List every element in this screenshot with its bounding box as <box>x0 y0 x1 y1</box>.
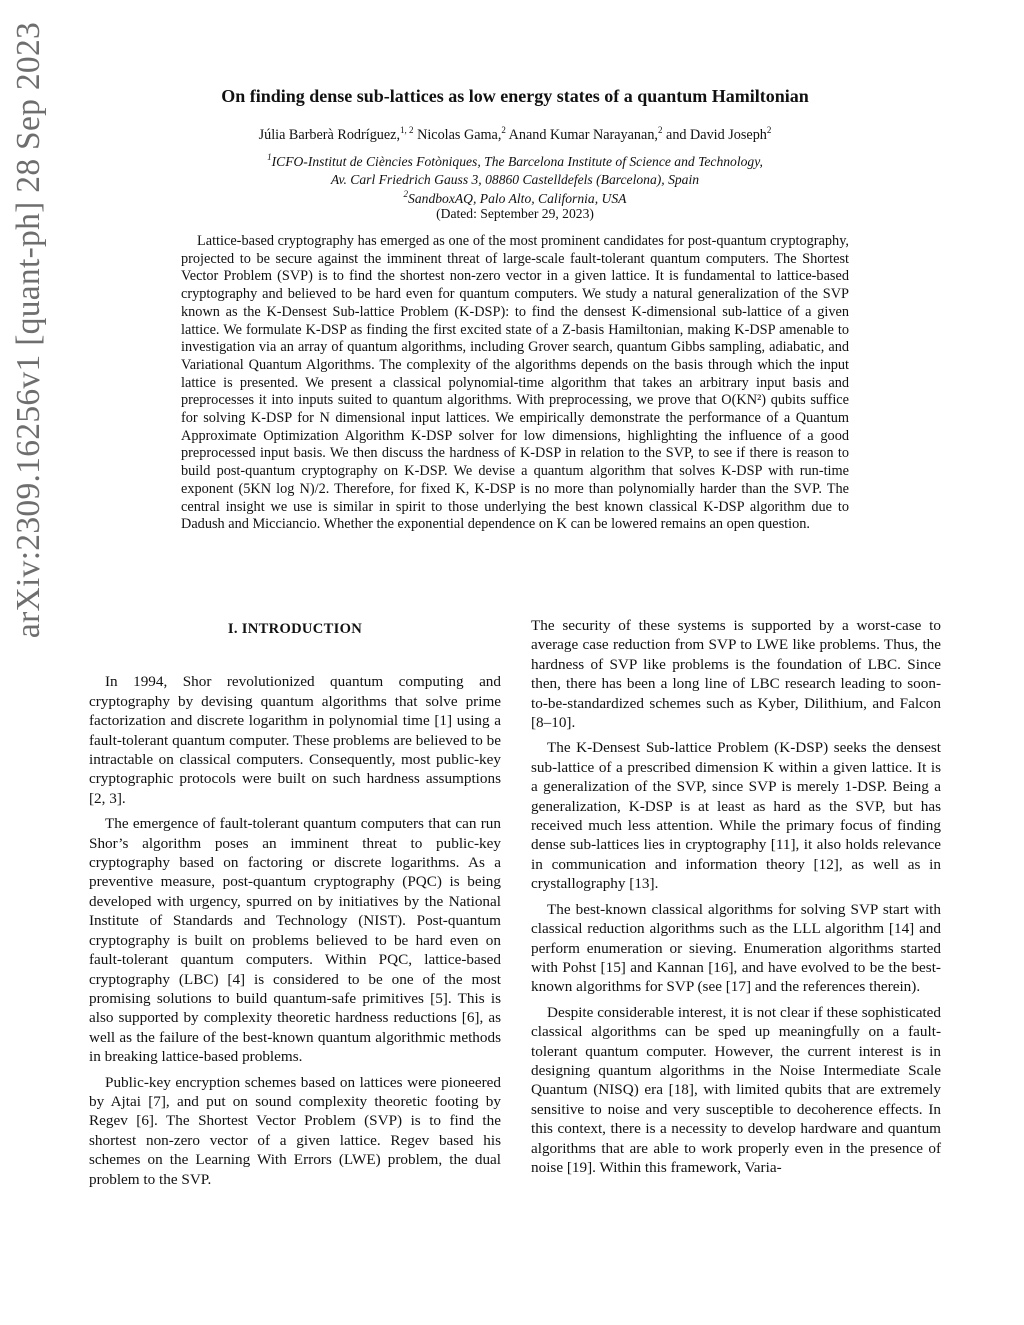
affil-mark: 2 <box>403 189 409 199</box>
author-affil-mark: 2 <box>657 125 663 135</box>
right-column <box>531 616 941 1183</box>
affil-line: SandboxAQ, Palo Alto, California, USA <box>408 191 627 206</box>
author-affil-mark: 2 <box>766 125 772 135</box>
author-name: Júlia Barberà Rodríguez, <box>258 127 401 143</box>
author-list <box>100 125 930 144</box>
affil-mark: 1 <box>267 152 272 162</box>
paragraph: The security of these systems is supported by a worst-case to average case reduction from SVP to LWE like problems. Thus, the hardness of SVP like problems is the foundation of LBC. Since then, there has been a long line of LBC research leading to soon-to-be-standardized schemes such as Kyber, Dilithium, and Falcon [8–10]. <box>531 617 941 732</box>
date-line: (Dated: September 29, 2023) <box>436 206 594 221</box>
author-name: Nicolas Gama, <box>417 127 502 143</box>
paragraph: The K-Densest Sub-lattice Problem (K-DSP) seeks the densest sub-lattice of a prescribed dimension K within a given lattice. It is a generalization of the SVP, since SVP is merely 1-DSP. Being a generalization, K-DSP is at least as hard as the SVP, but has received much less attention. While the primary focus of finding dense sub-lattices lies in cryptography [11], it also holds relevance in communication and information theory [12], as well as in crystallography [13]. <box>531 739 941 893</box>
abstract-text: Lattice-based cryptography has emerged as one of the most prominent candidates for post-quantum cryptography, projected to be secure against the imminent threat of large-scale fault-tolerant quantum computers. The Shortest Vector Problem (SVP) is to find the shortest non-zero vector in a given lattice. It is fundamental to lattice-based cryptography and believed to be hard even for quantum computers. We study a natural generalization of the SVP known as the K-Densest Sub-lattice Problem (K-DSP): to find the densest K-dimensional sub-lattice of a given lattice. We formulate K-DSP as finding the first excited state of a Z-basis Hamiltonian, making K-DSP amenable to investigation via an array of quantum algorithms, including Grover search, quantum Gibbs sampling, adiabatic, and Variational Quantum Algorithms. The complexity of the algorithms depends on the basis through which the input lattice is presented. We present a classical polynomial-time algorithm that takes an arbitrary input basis and preprocesses it into inputs suited to quantum algorithms. With preprocessing, we prove that O(KN²) qubits suffice for solving K-DSP for N dimensional input lattices. We empirically demonstrate the performance of a Quantum Approximate Optimization Algorithm K-DSP solver for low dimensions, highlighting the influence of a good preprocessed input basis. We then discuss the hardness of K-DSP in relation to the SVP, to see if there is reason to build post-quantum cryptography on K-DSP. We devise a quantum algorithm that solves K-DSP with run-time exponent (5KN log N)/2. Therefore, for fixed K, K-DSP is no more than polynomially harder than the SVP. The central insight we use is similar in spirit to those underlying the best known classical K-DSP algorithm due to Dadush and Micciancio. Whether the exponential dependence on K can be lowered remains an open question. <box>181 233 849 533</box>
arxiv-id: arXiv:2309.16256v1 [quant-ph] 28 Sep 2023 <box>10 21 47 639</box>
paragraph: Despite considerable interest, it is not clear if these sophisticated classical algorithms can be sped up meaningfully on a fault-tolerant quantum computer. However, the current interest is in designing quantum algorithms in the Noise Intermediate Scale Quantum (NISQ) era [18], with limited qubits that are extremely sensitive to noise and very susceptible to decoherence effects. In this context, there is a necessity to develop hardware and quantum algorithms that are able to work properly even in the presence of noise [19]. Within this framework, Varia- <box>531 1003 941 1176</box>
paper-title: On finding dense sub-lattices as low energy states of a quantum Hamiltonian <box>221 86 809 106</box>
author-affil-mark: 2 <box>501 125 506 135</box>
affil-line: ICFO-Institut de Ciències Fotòniques, The Barcelona Institute of Science and Technology, <box>271 154 763 169</box>
affiliation-1-address <box>100 172 930 188</box>
affil-line: Av. Carl Friedrich Gauss 3, 08860 Castelldefels (Barcelona), Spain <box>330 172 700 187</box>
paragraph: The best-known classical algorithms for solving SVP start with classical reduction algorithms such as the LLL algorithm [14] and perform enumeration or sieving. Enumeration algorithms started with Pohst [15] and Kannan [16], and have evolved to be the best-known algorithms for SVP (see [17] and the references therein). <box>531 900 941 996</box>
author-name: Anand Kumar Narayanan, <box>508 127 658 143</box>
author-affil-mark: 1, 2 <box>400 125 414 135</box>
left-column <box>89 616 501 1195</box>
abstract <box>181 233 849 534</box>
section-heading: I. INTRODUCTION <box>227 621 363 637</box>
paragraph: The emergence of fault-tolerant quantum computers that can run Shor’s algorithm poses an imminent threat to public-key cryptography based on factoring or discrete logarithms. As a preventive measure, post-quantum cryptography (PQC) is being developed with urgency, spurred on by initiatives by the National Institute of Standards and Technology (NIST). Post-quantum cryptography is built on problems believed to be hard even on fault-tolerant quantum computers. Within PQC, lattice-based cryptography (LBC) [4] is considered to be one of the most promising solutions to build quantum-safe primitives [5]. This is also supported by complexity theoretic hardness reductions [6], as well as the failure of the best-known quantum algorithmic methods in breaking lattice-based problems. <box>89 815 501 1066</box>
affiliation-2 <box>100 189 930 207</box>
affiliation-1 <box>100 152 930 170</box>
author-name: and David Joseph <box>666 127 767 143</box>
paragraph: Public-key encryption schemes based on lattices were pioneered by Ajtai [7], and put on sound complexity theoretic footing by Regev [6]. The Shortest Vector Problem (SVP) is to find the shortest non-zero vector of a given lattice. Regev based his schemes on the Learning With Errors (LWE) problem, the dual problem to the SVP. <box>89 1073 501 1188</box>
paragraph: In 1994, Shor revolutionized quantum computing and cryptography by devising quantum algorithms that solve prime factorization and discrete logarithm in polynomial time [1] using a fault-tolerant quantum computer. These problems are believed to be intractable on classical computers. Consequently, most public-key cryptographic protocols were built on such hardness assumptions [2, 3]. <box>89 673 501 807</box>
